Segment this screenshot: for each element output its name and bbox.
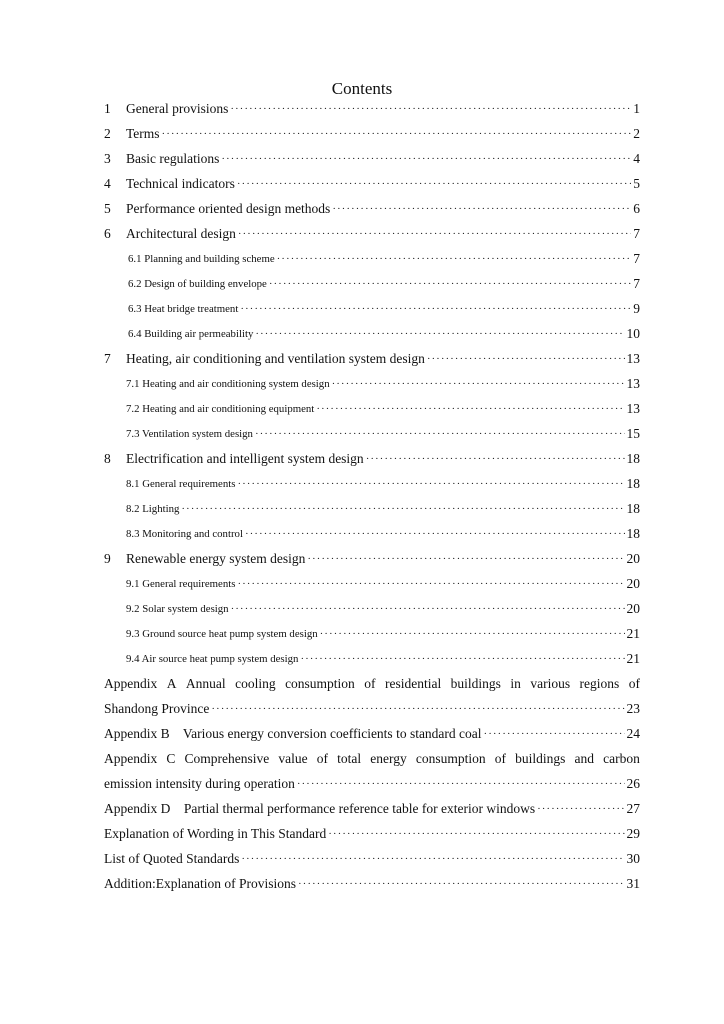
toc-title: 9.4 Air source heat pump system design bbox=[126, 652, 299, 665]
toc-title: Architectural design bbox=[126, 225, 236, 241]
toc-title: 9.2 Solar system design bbox=[126, 602, 229, 615]
toc-entry-explanation-of-provisions[interactable] bbox=[104, 871, 640, 896]
toc-page-number: 21 bbox=[626, 650, 640, 666]
toc-entry-quoted-standards[interactable] bbox=[104, 846, 640, 871]
toc-entry-appendix-d[interactable] bbox=[104, 796, 640, 821]
toc-number: 5 bbox=[104, 200, 111, 216]
toc-entry-chapter-1[interactable] bbox=[104, 96, 640, 121]
toc-title: Renewable energy system design bbox=[126, 550, 306, 566]
toc-word: total bbox=[337, 750, 362, 766]
toc-page-number: 2 bbox=[633, 125, 640, 141]
toc-leader bbox=[484, 728, 625, 740]
toc-entry-chapter-9[interactable] bbox=[104, 546, 640, 571]
toc-word: of bbox=[316, 750, 328, 766]
toc-page-number: 7 bbox=[633, 250, 640, 266]
toc-page-number: 6 bbox=[633, 200, 640, 216]
toc-leader bbox=[238, 228, 631, 240]
toc-page-number: 26 bbox=[626, 775, 640, 791]
toc-number: 2 bbox=[104, 125, 111, 141]
toc-word: cooling bbox=[235, 675, 276, 691]
toc-page-number: 21 bbox=[626, 625, 640, 641]
toc-page-number: 20 bbox=[626, 550, 640, 566]
toc-word: of bbox=[364, 675, 376, 691]
toc-entry-chapter-2[interactable] bbox=[104, 121, 640, 146]
toc-leader bbox=[298, 878, 625, 890]
toc-leader bbox=[231, 603, 625, 615]
toc-page-number: 1 bbox=[633, 100, 640, 116]
toc-page-number: 20 bbox=[626, 600, 640, 616]
toc-word: of bbox=[628, 675, 640, 691]
toc-title: 8.2 Lighting bbox=[126, 502, 180, 515]
toc-page-number: 18 bbox=[626, 475, 640, 491]
toc-word: Comprehensive bbox=[184, 750, 270, 766]
toc-word: Annual bbox=[185, 675, 226, 691]
toc-title: Technical indicators bbox=[126, 175, 235, 191]
toc-entry-chapter-8[interactable] bbox=[104, 446, 640, 471]
toc-leader bbox=[307, 553, 624, 565]
toc-title: General provisions bbox=[126, 100, 229, 116]
toc-leader bbox=[277, 253, 632, 265]
toc-page-number: 18 bbox=[626, 450, 640, 466]
toc-leader bbox=[221, 153, 631, 165]
toc-leader bbox=[316, 403, 624, 415]
toc-page-number: 7 bbox=[633, 275, 640, 291]
toc-leader bbox=[230, 103, 631, 115]
toc-word: Appendix bbox=[104, 750, 158, 766]
toc-entry-section-7-3[interactable] bbox=[126, 421, 640, 446]
toc-leader bbox=[237, 578, 624, 590]
toc-leader bbox=[332, 378, 625, 390]
toc-page-number: 13 bbox=[626, 375, 640, 391]
toc-word: consumption bbox=[285, 675, 355, 691]
toc-title: 6.2 Design of building envelope bbox=[128, 277, 267, 290]
toc-word: consumption bbox=[415, 750, 486, 766]
toc-title: Appendix D Partial thermal performance reference table for exterior windows bbox=[104, 800, 536, 816]
toc-word: A bbox=[166, 675, 177, 691]
toc-number: 8 bbox=[104, 450, 111, 466]
toc-page-number: 20 bbox=[626, 575, 640, 591]
toc-title: emission intensity during operation bbox=[104, 775, 295, 791]
toc-leader bbox=[255, 428, 625, 440]
toc-entry-section-6-1[interactable] bbox=[128, 246, 640, 271]
toc-word: carbon bbox=[603, 750, 640, 766]
toc-title: 7.1 Heating and air conditioning system design bbox=[126, 377, 330, 390]
toc-title: 6.1 Planning and building scheme bbox=[128, 252, 275, 265]
toc-entry-section-9-2[interactable] bbox=[126, 596, 640, 621]
toc-word: value bbox=[278, 750, 308, 766]
toc-entry-section-9-4[interactable] bbox=[126, 646, 640, 671]
toc-leader bbox=[237, 478, 624, 490]
toc-number: 9 bbox=[104, 550, 111, 566]
toc-leader bbox=[537, 803, 624, 815]
toc-leader bbox=[255, 328, 624, 340]
toc-leader bbox=[237, 178, 631, 190]
toc-word: in bbox=[510, 675, 521, 691]
toc-title: 6.3 Heat bridge treatment bbox=[128, 302, 239, 315]
toc-page-number: 24 bbox=[626, 725, 640, 741]
toc-entry-section-9-3[interactable] bbox=[126, 621, 640, 646]
toc-leader bbox=[427, 353, 625, 365]
toc-leader bbox=[211, 703, 624, 715]
toc-title: 6.4 Building air permeability bbox=[128, 327, 254, 340]
toc-page-number: 9 bbox=[633, 300, 640, 316]
toc-word: residential bbox=[384, 675, 442, 691]
toc-page-number: 10 bbox=[626, 325, 640, 341]
toc-entry-appendix-a-line2[interactable] bbox=[104, 696, 640, 721]
toc-title: Heating, air conditioning and ventilation system design bbox=[126, 350, 425, 366]
toc-number: 1 bbox=[104, 100, 111, 116]
toc-page-number: 31 bbox=[626, 875, 640, 891]
toc-number: 3 bbox=[104, 150, 111, 166]
toc-leader bbox=[320, 628, 625, 640]
toc-title: Explanation of Wording in This Standard bbox=[104, 825, 327, 841]
toc-word: C bbox=[166, 750, 176, 766]
toc-title: Electrification and intelligent system design bbox=[126, 450, 364, 466]
toc-entry-chapter-5[interactable] bbox=[104, 196, 640, 221]
toc-page-number: 27 bbox=[626, 800, 640, 816]
toc-word: of bbox=[494, 750, 506, 766]
toc-entry-section-9-1[interactable] bbox=[126, 571, 640, 596]
toc-entry-chapter-7[interactable] bbox=[104, 346, 640, 371]
toc-entry-chapter-3[interactable] bbox=[104, 146, 640, 171]
toc-leader bbox=[328, 828, 624, 840]
toc-page-number: 15 bbox=[626, 425, 640, 441]
toc-title: List of Quoted Standards bbox=[104, 850, 240, 866]
toc-entry-section-8-3[interactable] bbox=[126, 521, 640, 546]
toc-word: Appendix bbox=[104, 675, 158, 691]
toc-leader bbox=[332, 203, 631, 215]
toc-entry-appendix-c-line1[interactable] bbox=[104, 746, 640, 771]
toc-title: 7.2 Heating and air conditioning equipment bbox=[126, 402, 315, 415]
toc-title: Shandong Province bbox=[104, 700, 210, 716]
toc-entry-section-8-2[interactable] bbox=[126, 496, 640, 521]
toc-entry-chapter-4[interactable] bbox=[104, 171, 640, 196]
toc-title: 8.1 General requirements bbox=[126, 477, 236, 490]
toc-word: regions bbox=[579, 675, 620, 691]
toc-title: 8.3 Monitoring and control bbox=[126, 527, 243, 540]
toc-title: 9.3 Ground source heat pump system design bbox=[126, 627, 318, 640]
page-title: Contents bbox=[331, 79, 393, 98]
toc-page-number: 13 bbox=[626, 350, 640, 366]
toc-page-number: 18 bbox=[626, 500, 640, 516]
toc-page-number: 5 bbox=[633, 175, 640, 191]
toc-entry-section-6-3[interactable] bbox=[128, 296, 640, 321]
toc-title: Terms bbox=[126, 125, 160, 141]
toc-number: 7 bbox=[104, 350, 111, 366]
toc-leader bbox=[245, 528, 625, 540]
toc-page-number: 29 bbox=[626, 825, 640, 841]
toc-word: buildings bbox=[515, 750, 566, 766]
toc-number: 6 bbox=[104, 225, 111, 241]
toc-leader bbox=[162, 128, 632, 140]
toc-entry-section-6-4[interactable] bbox=[128, 321, 640, 346]
toc-entry-appendix-b[interactable] bbox=[104, 721, 640, 746]
toc-word: various bbox=[530, 675, 571, 691]
toc-page-number: 18 bbox=[626, 525, 640, 541]
toc-number: 4 bbox=[104, 175, 111, 191]
toc-word: energy bbox=[370, 750, 407, 766]
toc-entry-appendix-c-line2[interactable] bbox=[104, 771, 640, 796]
toc-title: Addition:Explanation of Provisions bbox=[104, 875, 296, 891]
toc-title: Basic regulations bbox=[126, 150, 220, 166]
toc-leader bbox=[297, 778, 625, 790]
toc-title: 7.3 Ventilation system design bbox=[126, 427, 253, 440]
toc-leader bbox=[300, 653, 624, 665]
toc-word: and bbox=[574, 750, 595, 766]
toc-entry-chapter-6[interactable] bbox=[104, 221, 640, 246]
toc-entry-explanation-of-wording[interactable] bbox=[104, 821, 640, 846]
toc-page-number: 13 bbox=[626, 400, 640, 416]
toc-entry-section-7-1[interactable] bbox=[126, 371, 640, 396]
toc-leader bbox=[366, 453, 625, 465]
toc-entry-section-8-1[interactable] bbox=[126, 471, 640, 496]
toc-title: Performance oriented design methods bbox=[126, 200, 331, 216]
toc-title: 9.1 General requirements bbox=[126, 577, 236, 590]
toc-page-number: 30 bbox=[626, 850, 640, 866]
toc-entry-appendix-a-line1[interactable] bbox=[104, 671, 640, 696]
toc-leader bbox=[241, 853, 624, 865]
toc-page-number: 23 bbox=[626, 700, 640, 716]
toc-title: Appendix B Various energy conversion coefficients to standard coal bbox=[104, 725, 482, 741]
toc-page-number: 4 bbox=[633, 150, 640, 166]
toc-leader bbox=[181, 503, 624, 515]
toc-word: buildings bbox=[450, 675, 501, 691]
toc-leader bbox=[269, 278, 631, 290]
toc-entry-section-6-2[interactable] bbox=[128, 271, 640, 296]
toc-entry-section-7-2[interactable] bbox=[126, 396, 640, 421]
toc-page-number: 7 bbox=[633, 225, 640, 241]
toc-leader bbox=[240, 303, 631, 315]
